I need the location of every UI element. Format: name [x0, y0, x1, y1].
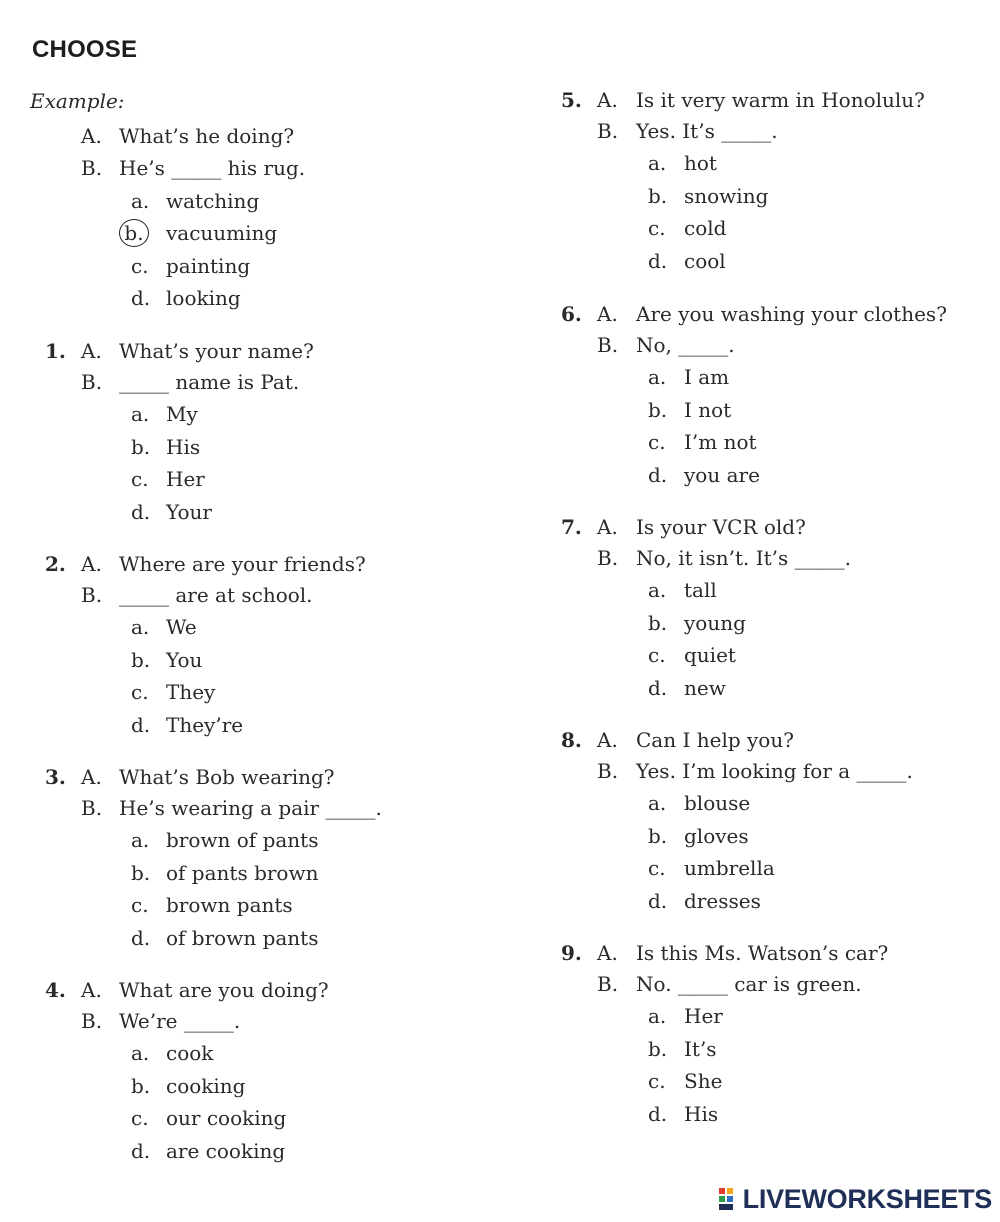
question-5-line-b: [0, 119, 980, 143]
question-6-option[interactable]: [0, 430, 980, 454]
option-text: They: [166, 680, 216, 704]
option-text: young: [684, 610, 746, 635]
option-letter: a.: [648, 791, 667, 815]
option-text: gloves: [684, 823, 749, 848]
question-number: 9.: [561, 941, 582, 965]
option-letter: c.: [131, 893, 149, 917]
answer-prompt: No, it isn’t. It’s _____.: [636, 546, 851, 570]
question-7-option[interactable]: [0, 676, 980, 700]
speaker-a-label: A.: [597, 728, 618, 752]
option-letter: c.: [648, 1069, 666, 1093]
question-text: What’s Bob wearing?: [119, 765, 335, 789]
speaker-b-label: B.: [81, 156, 103, 180]
answer-prompt: Yes. It’s _____.: [636, 119, 778, 143]
option-text: Her: [166, 467, 205, 491]
option-text: They’re: [166, 712, 244, 737]
option-letter: d.: [131, 286, 151, 310]
question-number: 5.: [561, 88, 582, 112]
option-text: I’m not: [684, 430, 757, 454]
option-text: cold: [684, 216, 727, 240]
answer-prompt: He’s wearing a pair _____.: [119, 796, 382, 820]
answer-prompt: No. _____ car is green.: [636, 972, 862, 996]
option-letter: d.: [131, 499, 151, 524]
question-number: 4.: [45, 978, 66, 1002]
option-text: looking: [166, 286, 241, 310]
option-letter: b.: [648, 610, 668, 635]
speaker-a-label: A.: [597, 941, 618, 965]
option-text: new: [684, 675, 726, 700]
option-letter: d.: [648, 675, 668, 700]
option-letter: a.: [131, 402, 150, 426]
answer-prompt: Yes. I’m looking for a _____.: [636, 759, 913, 783]
question-number: 3.: [45, 765, 66, 789]
option-letter: d.: [648, 462, 668, 487]
answer-prompt: No, _____.: [636, 333, 735, 357]
option-letter: a.: [131, 615, 150, 639]
question-7-option[interactable]: [0, 611, 980, 635]
example-label: Example:: [30, 89, 125, 113]
question-text: What’s your name?: [119, 339, 314, 363]
brand-text: LIVEWORKSHEETS: [742, 1184, 992, 1214]
speaker-b-label: B.: [597, 546, 619, 570]
option-text: Your: [166, 499, 212, 524]
option-letter: a.: [648, 1004, 667, 1028]
option-text: It’s: [684, 1036, 717, 1061]
question-number: 1.: [45, 339, 66, 363]
option-letter: c.: [131, 254, 149, 278]
speaker-a-label: A.: [81, 978, 102, 1002]
option-text: painting: [166, 254, 251, 278]
question-number: 7.: [561, 515, 582, 539]
question-5-option[interactable]: [0, 184, 980, 208]
question-9-option[interactable]: [0, 1102, 980, 1126]
question-text: What are you doing?: [119, 978, 329, 1002]
option-text: cool: [684, 248, 726, 273]
answer-prompt: We’re _____.: [119, 1009, 241, 1033]
option-text: are cooking: [166, 1138, 286, 1163]
example-question: What’s he doing?: [119, 124, 295, 148]
option-letter: a.: [131, 1041, 150, 1065]
question-7-option[interactable]: [0, 578, 980, 602]
option-text: I not: [684, 397, 732, 422]
option-text: His: [684, 1101, 719, 1126]
question-5-option[interactable]: [0, 249, 980, 273]
option-letter: c.: [648, 216, 666, 240]
option-letter: b.: [648, 397, 668, 422]
speaker-b-label: B.: [597, 333, 619, 357]
option-text: Her: [684, 1004, 723, 1028]
question-6-option[interactable]: [0, 365, 980, 389]
option-letter: c.: [131, 467, 149, 491]
option-letter: d.: [131, 1138, 151, 1163]
speaker-a-label: A.: [597, 515, 618, 539]
option-letter: a.: [648, 578, 667, 602]
answer-prompt: _____ are at school.: [119, 583, 313, 607]
question-6-option[interactable]: [0, 398, 980, 422]
option-text: vacuuming: [166, 221, 278, 245]
question-7-option[interactable]: [0, 643, 980, 667]
page-title: CHOOSE: [32, 36, 138, 63]
question-text: Are you washing your clothes?: [636, 302, 947, 326]
question-4-option[interactable]: [0, 1139, 980, 1163]
question-8-line-b: [0, 759, 980, 783]
option-letter: a.: [648, 365, 667, 389]
option-letter: c.: [131, 680, 149, 704]
option-letter: b.: [131, 860, 151, 885]
speaker-b-label: B.: [81, 796, 103, 820]
speaker-b-label: B.: [81, 1009, 103, 1033]
example-answer: He’s _____ his rug.: [119, 156, 306, 180]
option-text: umbrella: [684, 856, 775, 880]
question-5-option[interactable]: [0, 216, 980, 240]
option-letter: b.: [131, 434, 151, 459]
question-6-option[interactable]: [0, 463, 980, 487]
answer-prompt: _____ name is Pat.: [119, 370, 300, 394]
question-7-line-a: [0, 515, 980, 539]
option-text: snowing: [684, 183, 769, 208]
option-text: of pants brown: [166, 860, 319, 885]
question-8-option[interactable]: [0, 791, 980, 815]
question-8-line-a: [0, 728, 980, 752]
option-letter: c.: [648, 430, 666, 454]
option-letter: c.: [648, 856, 666, 880]
speaker-a-label: A.: [81, 765, 102, 789]
question-text: Where are your friends?: [119, 552, 366, 576]
option-text: quiet: [684, 643, 736, 667]
question-5-line-a: [0, 88, 980, 112]
option-text: of brown pants: [166, 925, 319, 950]
option-letter: d.: [648, 248, 668, 273]
question-8-option[interactable]: [0, 889, 980, 913]
option-letter: a.: [131, 828, 150, 852]
question-text: Can I help you?: [636, 728, 794, 752]
option-text: blouse: [684, 791, 751, 815]
option-letter: b.: [131, 647, 151, 672]
option-letter: c.: [131, 1106, 149, 1130]
speaker-a-label: A.: [81, 339, 102, 363]
question-7-line-b: [0, 546, 980, 570]
selected-answer-circle: b.: [119, 219, 149, 247]
speaker-a-label: A.: [81, 552, 102, 576]
option-text: watching: [166, 189, 260, 213]
question-8-option[interactable]: [0, 856, 980, 880]
liveworksheets-logo-icon: [719, 1186, 741, 1208]
speaker-b-label: B.: [81, 370, 103, 394]
option-text: You: [166, 647, 203, 672]
option-letter: a.: [648, 151, 667, 175]
option-letter: b.: [131, 1073, 151, 1098]
question-9-option[interactable]: [0, 1004, 980, 1028]
question-5-option[interactable]: [0, 151, 980, 175]
speaker-a-label: A.: [597, 302, 618, 326]
option-letter: a.: [131, 189, 150, 213]
option-text: hot: [684, 151, 717, 175]
option-text: My: [166, 402, 198, 426]
speaker-b-label: B.: [597, 119, 619, 143]
question-number: 8.: [561, 728, 582, 752]
option-text: cooking: [166, 1073, 246, 1098]
option-text: cook: [166, 1041, 214, 1065]
option-letter: d.: [648, 1101, 668, 1126]
question-text: Is this Ms. Watson’s car?: [636, 941, 889, 965]
option-text: dresses: [684, 888, 761, 913]
speaker-b-label: B.: [597, 759, 619, 783]
option-letter: d.: [131, 712, 151, 737]
option-text: She: [684, 1069, 723, 1093]
option-text: His: [166, 434, 201, 459]
question-9-option[interactable]: [0, 1069, 980, 1093]
option-text: our cooking: [166, 1106, 287, 1130]
speaker-a-label: A.: [597, 88, 618, 112]
question-number: 2.: [45, 552, 66, 576]
option-letter: b.: [648, 1036, 668, 1061]
question-9-line-a: [0, 941, 980, 965]
liveworksheets-brand: [719, 1184, 992, 1215]
question-text: Is it very warm in Honolulu?: [636, 88, 925, 112]
option-letter: d.: [131, 925, 151, 950]
question-6-line-b: [0, 333, 980, 357]
option-text: you are: [684, 462, 760, 487]
option-text: brown pants: [166, 893, 293, 917]
option-letter: b.: [648, 183, 668, 208]
option-text: tall: [684, 578, 717, 602]
speaker-b-label: B.: [597, 972, 619, 996]
option-text: brown of pants: [166, 828, 319, 852]
option-letter: d.: [648, 888, 668, 913]
question-8-option[interactable]: [0, 824, 980, 848]
speaker-a-label: A.: [81, 124, 102, 148]
question-number: 6.: [561, 302, 582, 326]
option-text: We: [166, 615, 197, 639]
question-9-line-b: [0, 972, 980, 996]
option-letter: b.: [648, 823, 668, 848]
option-text: I am: [684, 365, 730, 389]
question-text: Is your VCR old?: [636, 515, 806, 539]
question-9-option[interactable]: [0, 1037, 980, 1061]
question-6-line-a: [0, 302, 980, 326]
option-letter: c.: [648, 643, 666, 667]
speaker-b-label: B.: [81, 583, 103, 607]
